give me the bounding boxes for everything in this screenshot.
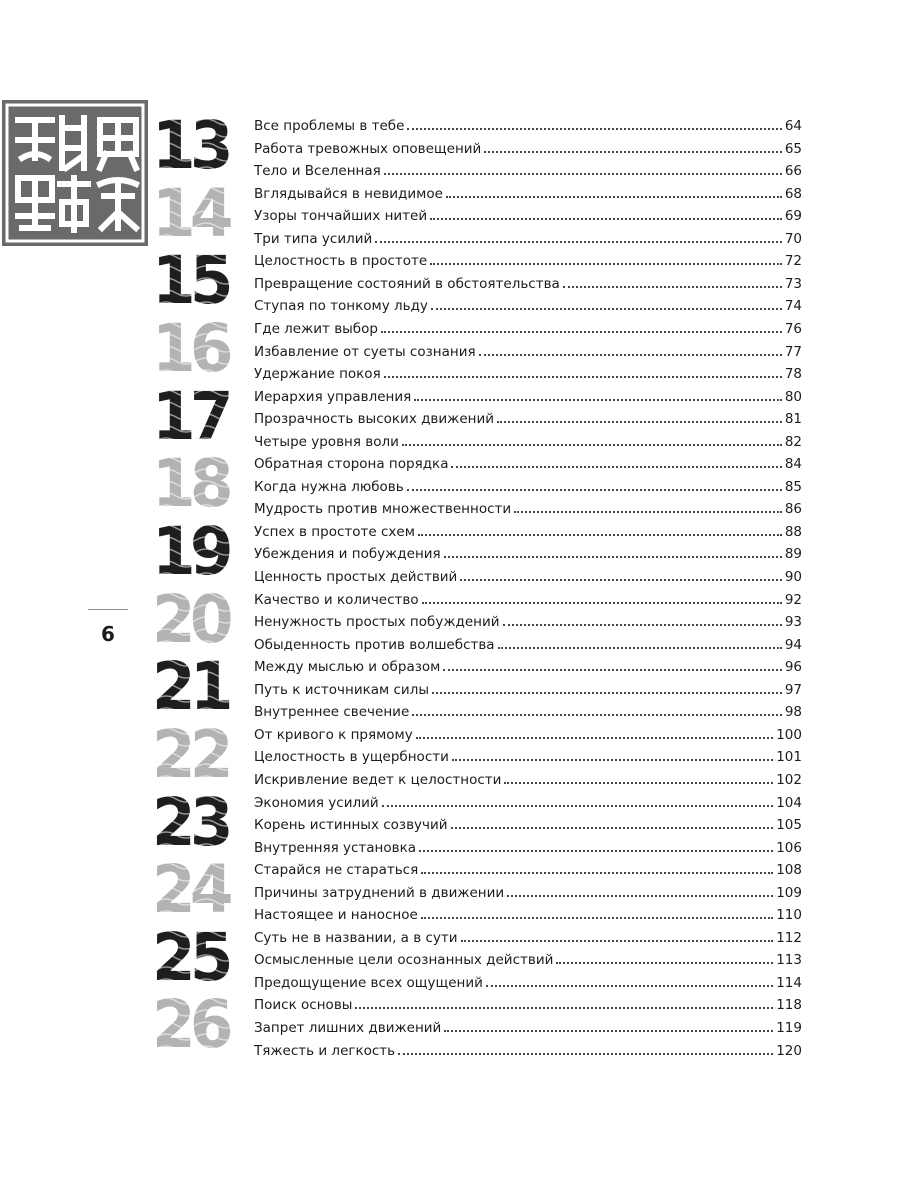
dot-leader (486, 985, 773, 987)
chapter-number (152, 580, 244, 658)
toc-entry-title: Превращение состояний в обстоятельства (254, 275, 560, 292)
toc-entry-title: Три типа усилий (254, 230, 373, 247)
toc-entry-title: Иерархия управления (254, 388, 412, 405)
dot-leader (563, 286, 782, 288)
dot-leader (452, 759, 773, 761)
toc-entry-title: Тело и Вселенная (254, 163, 381, 180)
dot-leader (504, 782, 773, 784)
toc-entry-title: Причины затруднений в движении (254, 884, 505, 901)
dot-leader (514, 511, 782, 513)
chapter-number (152, 783, 244, 861)
dot-leader (430, 218, 782, 220)
dot-leader (407, 489, 782, 491)
toc-entry-page: 96 (784, 659, 802, 676)
toc-entry[interactable] (254, 811, 802, 833)
toc-entry-title: Ценность простых действий (254, 569, 458, 585)
dot-leader (432, 692, 782, 694)
toc-entry-title: Старайся не стараться (254, 862, 419, 879)
toc-entry[interactable] (254, 540, 802, 562)
chapter-number-text: 21 (152, 648, 228, 726)
dot-leader (412, 714, 782, 716)
toc-entry[interactable] (254, 202, 802, 224)
chapter-number (152, 648, 244, 726)
chapter-number-text: 24 (152, 851, 228, 929)
toc-entry-page: 68 (784, 185, 802, 202)
toc-entry-title: Поиск основы (254, 997, 353, 1014)
toc-entry[interactable] (254, 360, 802, 382)
toc-entry-page: 98 (784, 704, 802, 721)
toc-entry[interactable] (254, 924, 802, 946)
chapter-number-text: 14 (152, 174, 228, 252)
toc-entry-title: Мудрость против множественности (254, 501, 512, 518)
chapter-number-text: 18 (152, 445, 228, 523)
dot-leader (498, 647, 782, 649)
toc-entry-title: Узоры тончайших нитей (254, 208, 428, 225)
toc-entry[interactable] (254, 766, 802, 788)
toc-entry-title: Когда нужна любовь (254, 478, 404, 495)
chapter-number (152, 107, 244, 184)
toc-entry-title: Работа тревожных оповещений (254, 140, 482, 157)
dot-leader (451, 827, 774, 829)
chapter-number-text: 13 (152, 107, 228, 184)
dot-leader (375, 241, 782, 243)
chapter-number-text: 15 (152, 242, 228, 320)
toc-entry-title: Качество и количество (254, 591, 419, 608)
toc-entry[interactable] (254, 676, 802, 698)
chapter-number-text: 20 (152, 580, 228, 658)
chapter-number-text: 25 (152, 918, 228, 996)
dot-leader (497, 421, 782, 423)
toc-entry-title: Внутреннее свечение (254, 704, 410, 721)
toc-entry-title: Обратная сторона порядка (254, 456, 449, 473)
toc-entry[interactable] (254, 653, 802, 675)
toc-entry[interactable] (254, 969, 802, 991)
toc-entry[interactable] (254, 879, 802, 901)
toc-entry-page: 66 (784, 163, 802, 180)
toc-entry-title: Корень истинных созвучий (254, 817, 448, 834)
toc-entry-title: Обыденность против волшебства (254, 636, 495, 653)
chapter-number-text: 23 (152, 783, 228, 861)
toc-entry-title: Где лежит выбор (254, 320, 378, 337)
toc-entry-page: 104 (776, 794, 802, 811)
toc-entry-title: Целостность в простоте (254, 253, 428, 270)
toc-entry-page: 105 (776, 817, 802, 834)
toc-entry-title: Искривление ведет к целостности (254, 771, 502, 788)
dot-leader (479, 354, 782, 356)
toc-entry[interactable] (254, 405, 802, 427)
toc-entry-page: 112 (776, 929, 802, 946)
dot-leader (421, 872, 773, 874)
toc-entry-page: 85 (784, 478, 802, 495)
dot-leader (382, 805, 774, 807)
toc-entry-page: 106 (776, 839, 802, 856)
chapter-number-text: 22 (152, 715, 228, 793)
toc-entry-title: Тяжесть и легкость (254, 1042, 396, 1059)
toc-entry-page: 113 (776, 952, 802, 969)
toc-entry[interactable] (254, 383, 802, 405)
toc-entry-page: 100 (776, 726, 802, 743)
toc-entry-title: Четыре уровня воли (254, 433, 399, 450)
toc-entry[interactable] (254, 856, 802, 878)
toc-entry[interactable] (254, 698, 802, 720)
chapter-number (152, 174, 244, 252)
toc-entry-title: Предощущение всех ощущений (254, 974, 483, 991)
toc-entry-title: Успех в простоте схем (254, 523, 415, 540)
toc-entry[interactable] (254, 946, 802, 968)
dot-leader (460, 579, 781, 581)
toc-entry-page: 86 (784, 501, 802, 518)
toc-entry[interactable] (254, 247, 802, 269)
dot-leader (384, 173, 782, 175)
toc-entry-page: 72 (784, 253, 802, 270)
toc-entry[interactable] (254, 180, 802, 202)
dot-leader (384, 376, 782, 378)
toc-entry-page: 120 (776, 1042, 802, 1059)
toc-entry[interactable] (254, 225, 802, 247)
toc-entry-page: 65 (784, 140, 802, 157)
dot-leader (407, 128, 781, 130)
toc-entry[interactable] (254, 495, 802, 517)
toc-entry-page: 92 (784, 591, 802, 608)
toc-entry[interactable] (254, 157, 802, 179)
toc-entry-page: 81 (784, 411, 802, 428)
dot-leader (446, 196, 782, 198)
toc-entry[interactable] (254, 721, 802, 743)
dot-leader (507, 895, 773, 897)
toc-entry[interactable] (254, 338, 802, 360)
toc-entry-page: 74 (784, 298, 802, 315)
chapter-number (152, 512, 244, 590)
toc-entry-title: Избавление от суеты сознания (254, 343, 476, 360)
toc-entry-page: 70 (784, 230, 802, 247)
dot-leader (414, 399, 782, 401)
toc-entry[interactable] (254, 608, 802, 630)
dot-leader (422, 602, 782, 604)
toc-entry-title: Между мыслью и образом (254, 659, 441, 676)
dot-leader (444, 1030, 773, 1032)
toc-entry-title: Суть не в названии, а в сути (254, 929, 458, 946)
toc-entry[interactable] (254, 450, 802, 472)
toc-entry-page: 109 (776, 884, 802, 901)
toc-entry-page: 90 (784, 569, 802, 585)
chapter-number (152, 445, 244, 523)
chapter-number (152, 309, 244, 387)
toc-entry[interactable] (254, 743, 802, 765)
toc-entry-page: 93 (784, 614, 802, 631)
toc-entry[interactable] (254, 563, 802, 585)
toc-entry[interactable] (254, 631, 802, 653)
toc-entry-title: Все проблемы в тебе (254, 118, 405, 134)
toc-entry-page: 88 (784, 523, 802, 540)
toc-entry[interactable] (254, 473, 802, 495)
toc-entry-page: 64 (784, 118, 802, 134)
chapter-number (152, 377, 244, 455)
toc-entry[interactable] (254, 135, 802, 157)
toc-entry-page: 80 (784, 388, 802, 405)
chapter-number (152, 242, 244, 320)
toc-entry[interactable] (254, 270, 802, 292)
dot-leader (430, 263, 782, 265)
toc-entry-page: 84 (784, 456, 802, 473)
toc-entry-title: Ступая по тонкому льду (254, 298, 428, 315)
dot-leader (484, 151, 782, 153)
toc-entry[interactable] (254, 428, 802, 450)
dot-leader (355, 1007, 773, 1009)
toc-entry-page: 97 (784, 681, 802, 698)
toc-entry-title: Настоящее и наносное (254, 907, 418, 924)
chapter-number-text: 26 (152, 986, 228, 1064)
toc-entry-title: Прозрачность высоких движений (254, 411, 495, 428)
chapter-number-text: 19 (152, 512, 228, 590)
toc-entry[interactable] (254, 901, 802, 923)
toc-entry[interactable] (254, 991, 802, 1013)
toc-entry-page: 76 (784, 320, 802, 337)
dot-leader (402, 444, 782, 446)
toc-entry-page: 73 (784, 275, 802, 292)
dot-leader (556, 962, 773, 964)
seal-stamp-icon (0, 98, 150, 248)
dot-leader (451, 466, 781, 468)
toc-entry-page: 69 (784, 208, 802, 225)
toc-entry-page: 94 (784, 636, 802, 653)
toc-entry[interactable] (254, 292, 802, 314)
dot-leader (398, 1053, 773, 1055)
toc-entry-title: Убеждения и побуждения (254, 546, 441, 563)
chapter-number (152, 918, 244, 996)
toc-entry[interactable] (254, 834, 802, 856)
chapter-number-text: 17 (152, 377, 228, 455)
toc-entry-page: 102 (776, 771, 802, 788)
chapter-number (152, 851, 244, 929)
toc-entry-title: Целостность в ущербности (254, 749, 449, 766)
page-number-rule (88, 609, 128, 610)
toc-entry-page: 114 (776, 974, 802, 991)
toc-entry[interactable] (254, 112, 802, 134)
toc-entry-page: 77 (784, 343, 802, 360)
chapter-number (152, 715, 244, 793)
toc-entry-title: Вглядывайся в невидимое (254, 185, 443, 202)
toc-entry-page: 82 (784, 433, 802, 450)
toc-entry-page: 119 (776, 1020, 802, 1036)
toc-entry[interactable] (254, 1037, 802, 1059)
toc-entry-title: Ненужность простых побуждений (254, 614, 500, 631)
toc-entry-page: 89 (784, 546, 802, 563)
toc-entry[interactable] (254, 1014, 802, 1036)
toc-entry-title: Внутренняя установка (254, 839, 417, 856)
toc-entry-title: Запрет лишних движений (254, 1020, 442, 1036)
toc-entry[interactable] (254, 789, 802, 811)
toc-entry-page: 108 (776, 862, 802, 879)
dot-leader (419, 850, 773, 852)
dot-leader (418, 534, 782, 536)
dot-leader (416, 737, 774, 739)
toc-entry-title: Экономия усилий (254, 794, 379, 811)
toc-entry-page: 78 (784, 366, 802, 383)
toc-entry-page: 110 (776, 907, 802, 924)
toc-entry-page: 101 (776, 749, 802, 766)
toc-entry-title: От кривого к прямому (254, 726, 413, 743)
dot-leader (381, 331, 782, 333)
toc-entry[interactable] (254, 518, 802, 540)
toc-entry-title: Осмысленные цели осознанных действий (254, 952, 554, 969)
dot-leader (503, 624, 782, 626)
toc-entry-title: Путь к источникам силы (254, 681, 429, 698)
chapter-number-text: 16 (152, 309, 228, 387)
dot-leader (431, 308, 782, 310)
page-number: 6 (101, 622, 115, 646)
toc-entry[interactable] (254, 586, 802, 608)
dot-leader (444, 556, 782, 558)
toc-entry-title: Удержание покоя (254, 366, 381, 383)
toc-entry-page: 118 (776, 997, 802, 1014)
chapter-number (152, 986, 244, 1064)
dot-leader (443, 669, 781, 671)
toc-entry[interactable] (254, 315, 802, 337)
dot-leader (461, 940, 774, 942)
dot-leader (421, 917, 773, 919)
